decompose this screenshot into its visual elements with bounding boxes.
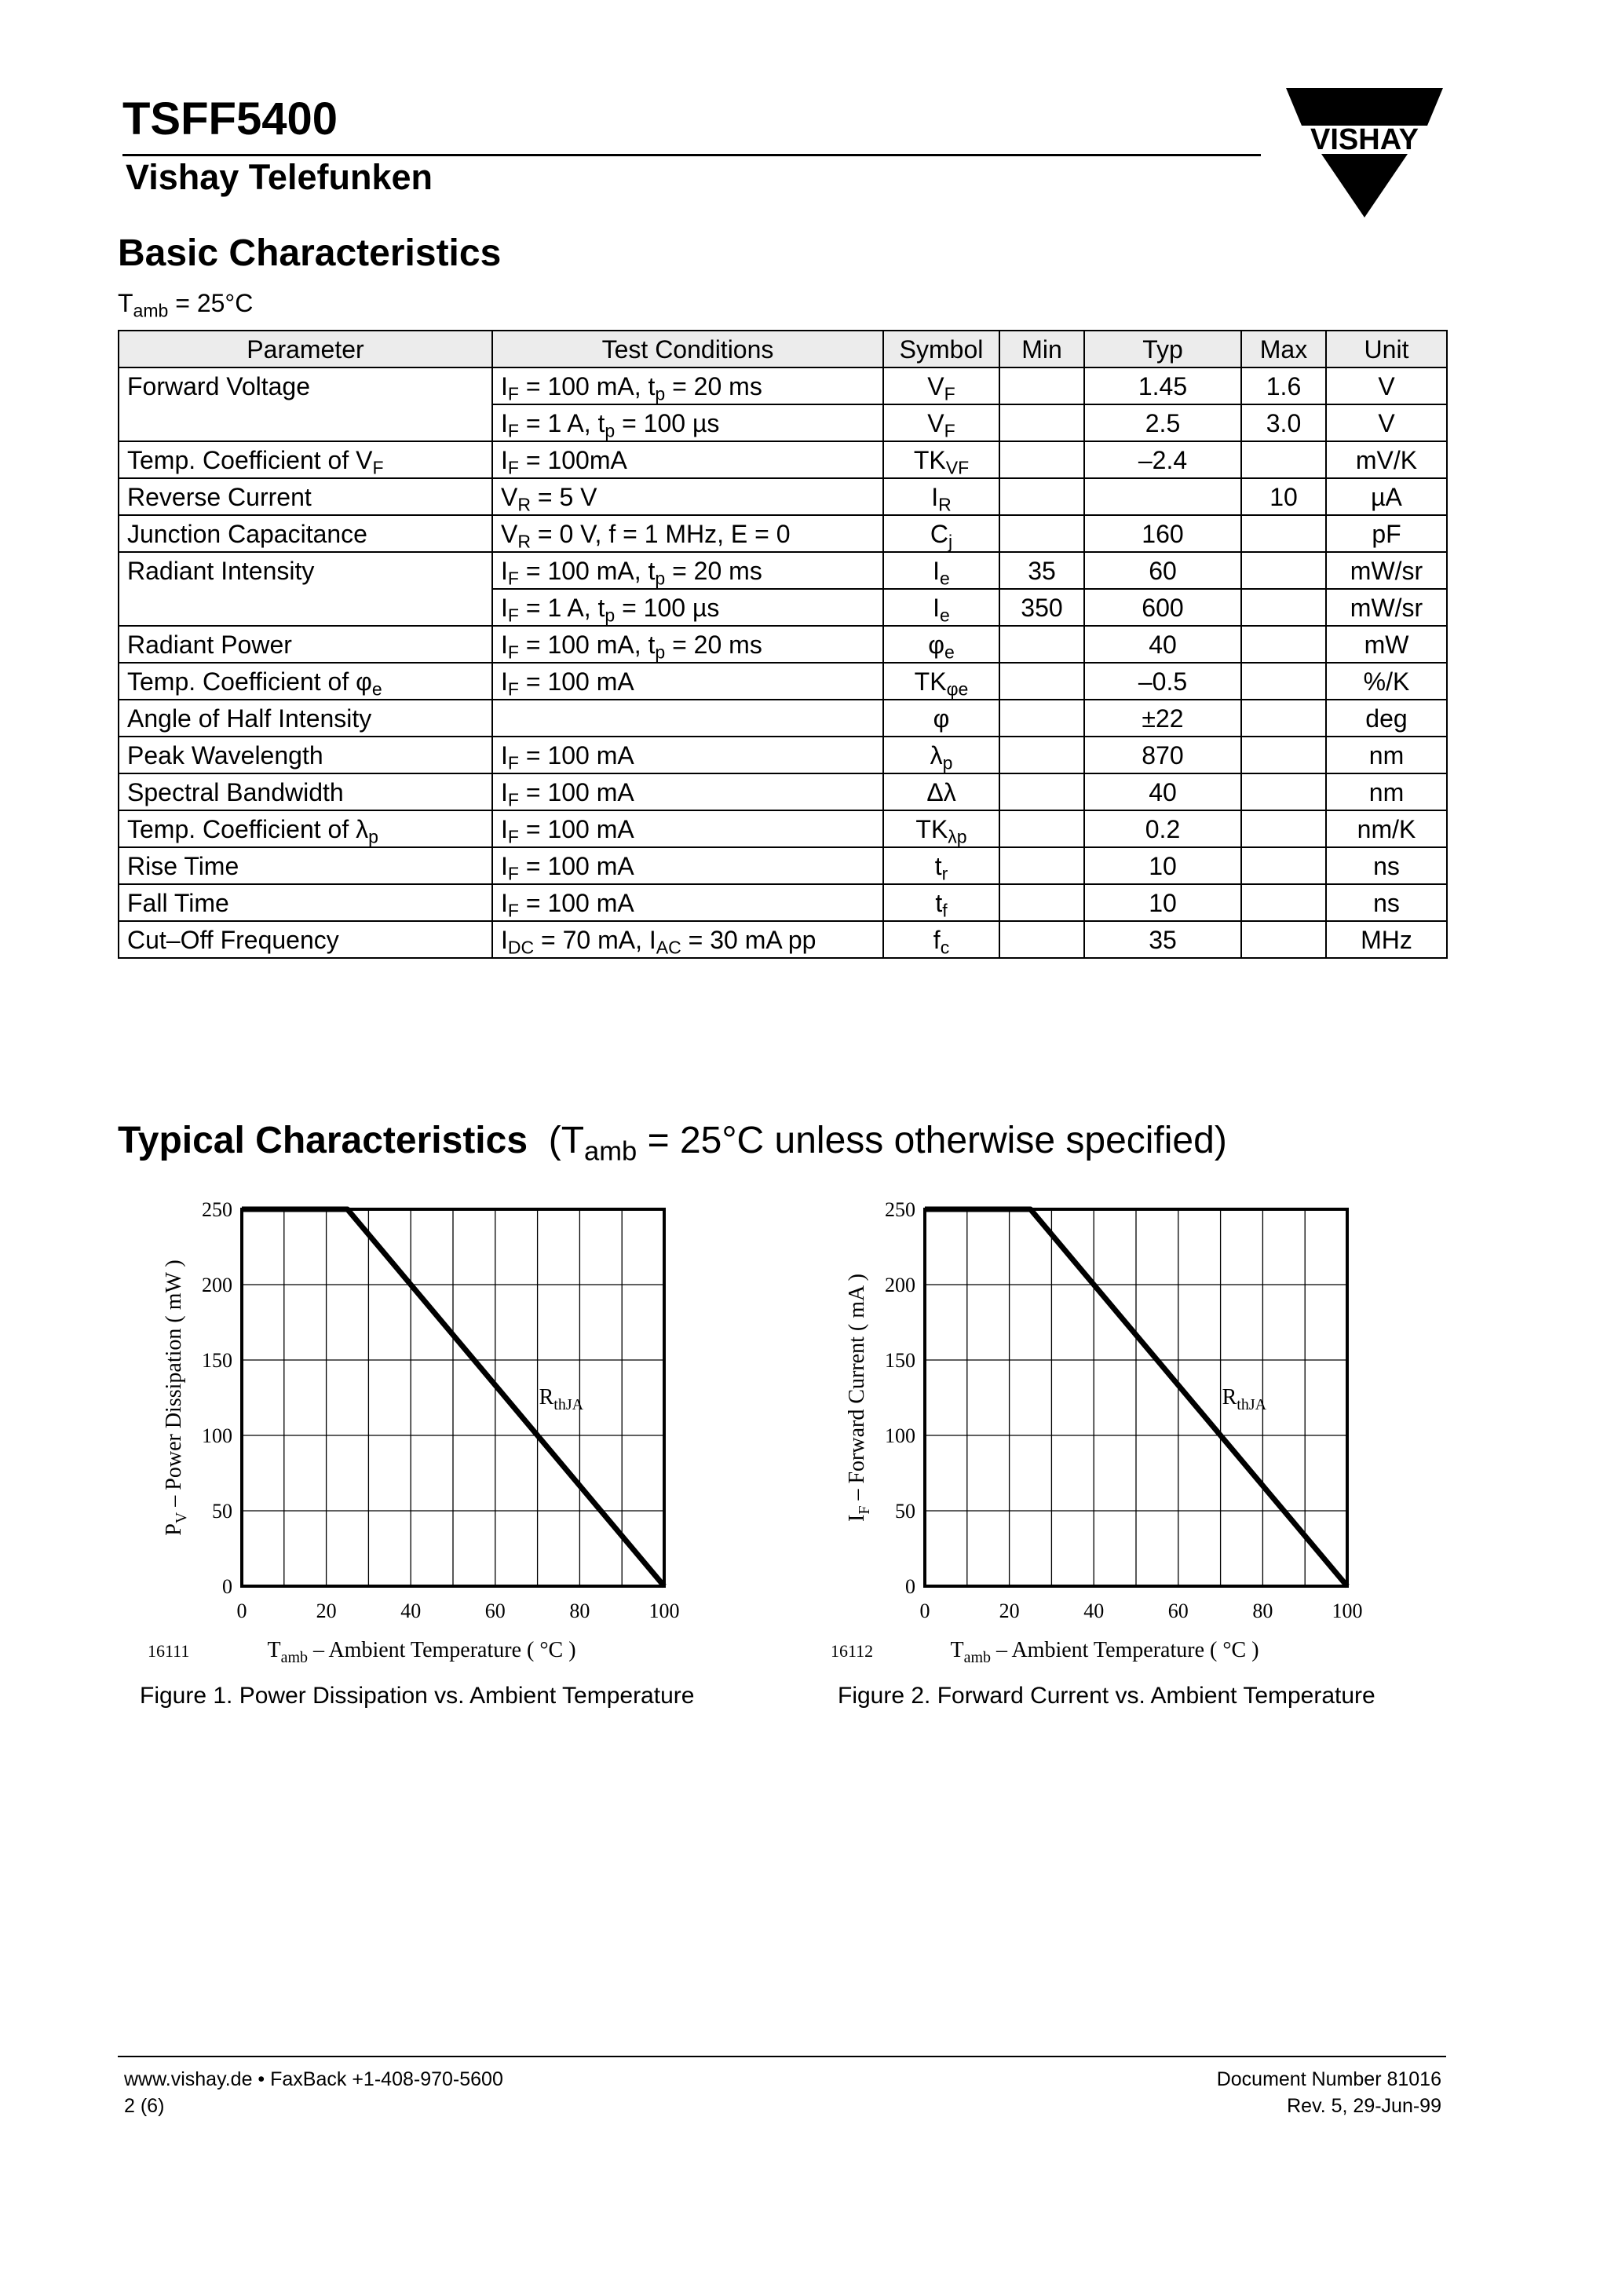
cell-parameter xyxy=(119,589,492,626)
basic-characteristics-table xyxy=(118,330,1448,959)
cell-parameter: Cut–Off Frequency xyxy=(119,921,492,958)
cell-max: 3.0 xyxy=(1241,404,1326,441)
chart-svg xyxy=(816,1178,1507,1680)
cell-symbol: $t_r$ xyxy=(883,847,999,884)
y-tick-label: 100 xyxy=(202,1424,232,1447)
cell-max xyxy=(1241,921,1326,958)
cell-min xyxy=(999,773,1084,810)
cell-unit: ns xyxy=(1326,884,1447,921)
vishay-logo-icon xyxy=(1286,88,1443,221)
cell-test-conditions: $I_F = 100$ mA, $t_p = 20$ ms xyxy=(492,626,883,663)
cell-min xyxy=(999,515,1084,552)
x-tick-label: 80 xyxy=(569,1600,590,1622)
cell-symbol: $TK_{VF}$ xyxy=(883,441,999,478)
cell-parameter: Junction Capacitance xyxy=(119,515,492,552)
x-axis-label: $T_{amb}$ – Ambient Temperature ( °C ) xyxy=(950,1638,1259,1666)
cell-test-conditions: $I_F = 100$ mA xyxy=(492,884,883,921)
page-number: 2 (6) xyxy=(124,2095,165,2117)
cell-typ: 2.5 xyxy=(1084,404,1241,441)
cell-unit: mW/sr xyxy=(1326,552,1447,589)
cell-min xyxy=(999,626,1084,663)
cell-unit: nm xyxy=(1326,773,1447,810)
y-tick-label: 50 xyxy=(212,1500,232,1523)
cell-test-conditions xyxy=(492,700,883,737)
cell-parameter: Forward Voltage xyxy=(119,367,492,404)
x-tick-label: 0 xyxy=(919,1600,930,1622)
cell-test-conditions: $V_R = 5$ V xyxy=(492,478,883,515)
logo-text: VISHAY xyxy=(1310,123,1419,156)
basic-characteristics-heading: Basic Characteristics xyxy=(118,232,502,274)
cell-unit: %/K xyxy=(1326,663,1447,700)
cell-symbol: $I_e$ xyxy=(883,552,999,589)
typical-characteristics-heading: Typical Characteristics ($T_{amb} = 25^\circ C$ unless otherwise specified) xyxy=(118,1120,1227,1167)
table-row xyxy=(119,626,1447,663)
ambient-temperature-note: $T_{amb} = 25^\circ C$ xyxy=(118,289,254,321)
cell-unit: V xyxy=(1326,404,1447,441)
cell-symbol: $f_c$ xyxy=(883,921,999,958)
y-tick-label: 250 xyxy=(885,1198,915,1221)
cell-parameter: Temp. Coefficient of $\varphi_e$ xyxy=(119,663,492,700)
cell-max: 10 xyxy=(1241,478,1326,515)
figure-1-caption: Figure 1. Power Dissipation vs. Ambient Temperature xyxy=(140,1683,695,1709)
document-number: Document Number 81016 xyxy=(1216,2068,1441,2090)
cell-typ: –0.5 xyxy=(1084,663,1241,700)
cell-unit: mV/K xyxy=(1326,441,1447,478)
table-row xyxy=(119,441,1447,478)
company-name: Vishay Telefunken xyxy=(126,157,433,197)
x-tick-label: 60 xyxy=(1167,1600,1189,1622)
cell-symbol: Δλ xyxy=(883,773,999,810)
table-row xyxy=(119,810,1447,847)
y-tick-label: 250 xyxy=(202,1198,232,1221)
chart-forward-current xyxy=(816,1178,1507,1680)
x-tick-label: 60 xyxy=(484,1600,506,1622)
x-tick-label: 100 xyxy=(648,1600,680,1622)
column-header: Symbol xyxy=(883,331,999,367)
y-tick-label: 150 xyxy=(202,1349,232,1372)
table-row xyxy=(119,700,1447,737)
cell-max xyxy=(1241,773,1326,810)
column-header: Test Conditions xyxy=(492,331,883,367)
y-tick-label: 200 xyxy=(202,1274,232,1296)
cell-unit: deg xyxy=(1326,700,1447,737)
cell-typ: 870 xyxy=(1084,737,1241,773)
cell-test-conditions: $I_F = 100$ mA xyxy=(492,847,883,884)
cell-min xyxy=(999,478,1084,515)
cell-test-conditions: $I_F = 1$ A, $t_p = 100$ µs xyxy=(492,404,883,441)
x-tick-label: 20 xyxy=(316,1600,337,1622)
cell-max xyxy=(1241,884,1326,921)
cell-test-conditions: $I_F = 100$ mA xyxy=(492,663,883,700)
table-row xyxy=(119,367,1447,404)
cell-parameter: Spectral Bandwidth xyxy=(119,773,492,810)
cell-typ: 0.2 xyxy=(1084,810,1241,847)
table-row xyxy=(119,552,1447,589)
cell-min xyxy=(999,663,1084,700)
cell-parameter xyxy=(119,404,492,441)
table-row xyxy=(119,884,1447,921)
cell-test-conditions: $I_F = 100$ mA xyxy=(492,810,883,847)
cell-min xyxy=(999,921,1084,958)
cell-parameter: Angle of Half Intensity xyxy=(119,700,492,737)
table-row xyxy=(119,921,1447,958)
cell-unit: µA xyxy=(1326,478,1447,515)
table-row xyxy=(119,663,1447,700)
cell-typ: 160 xyxy=(1084,515,1241,552)
cell-typ: 40 xyxy=(1084,773,1241,810)
cell-unit: mW/sr xyxy=(1326,589,1447,626)
revision-date: Rev. 5, 29-Jun-99 xyxy=(1287,2095,1441,2117)
cell-test-conditions: $I_F = 100$ mA xyxy=(492,737,883,773)
y-tick-label: 0 xyxy=(905,1575,915,1598)
cell-max xyxy=(1241,810,1326,847)
column-header: Unit xyxy=(1326,331,1447,367)
cell-parameter: Reverse Current xyxy=(119,478,492,515)
cell-symbol: $\lambda_p$ xyxy=(883,737,999,773)
table-row xyxy=(119,589,1447,626)
cell-symbol: $V_F$ xyxy=(883,404,999,441)
figure-id: 16111 xyxy=(148,1641,190,1661)
cell-max xyxy=(1241,737,1326,773)
cell-typ: 600 xyxy=(1084,589,1241,626)
cell-typ: 10 xyxy=(1084,847,1241,884)
cell-parameter: Temp. Coefficient of $\lambda_p$ xyxy=(119,810,492,847)
cell-parameter: Temp. Coefficient of $V_F$ xyxy=(119,441,492,478)
cell-max xyxy=(1241,589,1326,626)
table-row xyxy=(119,773,1447,810)
cell-symbol: $\varphi_e$ xyxy=(883,626,999,663)
rthja-annotation: $R_{thJA}$ xyxy=(539,1385,584,1413)
cell-max: 1.6 xyxy=(1241,367,1326,404)
table-row xyxy=(119,478,1447,515)
cell-min xyxy=(999,404,1084,441)
title-rule xyxy=(122,154,1261,156)
cell-parameter: Radiant Intensity xyxy=(119,552,492,589)
cell-test-conditions: $I_F = 100$ mA, $t_p = 20$ ms xyxy=(492,552,883,589)
cell-test-conditions: $V_R = 0$ V, f = 1 MHz, E = 0 xyxy=(492,515,883,552)
footer-contact: www.vishay.de • FaxBack +1-408-970-5600 xyxy=(124,2068,503,2090)
cell-min xyxy=(999,847,1084,884)
table-header-row xyxy=(119,331,1447,367)
cell-typ: 60 xyxy=(1084,552,1241,589)
column-header: Parameter xyxy=(119,331,492,367)
table-row xyxy=(119,404,1447,441)
cell-symbol: $C_j$ xyxy=(883,515,999,552)
cell-max xyxy=(1241,847,1326,884)
y-axis-label: $I_F$ – Forward Current ( mA ) xyxy=(845,1274,873,1522)
cell-test-conditions: $I_{DC} = 70$ mA, $I_{AC} = 30$ mA pp xyxy=(492,921,883,958)
figure-2-caption: Figure 2. Forward Current vs. Ambient Temperature xyxy=(838,1683,1375,1709)
y-tick-label: 0 xyxy=(222,1575,232,1598)
cell-typ: 35 xyxy=(1084,921,1241,958)
cell-symbol: $TK_{\lambda p}$ xyxy=(883,810,999,847)
cell-min xyxy=(999,441,1084,478)
cell-unit: V xyxy=(1326,367,1447,404)
cell-max xyxy=(1241,552,1326,589)
cell-test-conditions: $I_F = 100$ mA xyxy=(492,773,883,810)
chart-power-dissipation xyxy=(133,1178,824,1680)
x-tick-label: 80 xyxy=(1252,1600,1273,1622)
cell-symbol: $t_f$ xyxy=(883,884,999,921)
column-header: Min xyxy=(999,331,1084,367)
x-axis-label: $T_{amb}$ – Ambient Temperature ( °C ) xyxy=(267,1638,576,1666)
column-header: Max xyxy=(1241,331,1326,367)
column-header: Typ xyxy=(1084,331,1241,367)
y-tick-label: 50 xyxy=(895,1500,915,1523)
cell-unit: MHz xyxy=(1326,921,1447,958)
y-tick-label: 200 xyxy=(885,1274,915,1296)
cell-typ: 1.45 xyxy=(1084,367,1241,404)
cell-typ xyxy=(1084,478,1241,515)
cell-min xyxy=(999,737,1084,773)
table-body xyxy=(119,367,1447,958)
part-number-title: TSFF5400 xyxy=(122,93,338,144)
x-tick-label: 20 xyxy=(999,1600,1020,1622)
table-row xyxy=(119,737,1447,773)
x-tick-label: 40 xyxy=(1083,1600,1105,1622)
cell-min: 350 xyxy=(999,589,1084,626)
cell-unit: nm xyxy=(1326,737,1447,773)
figure-id: 16112 xyxy=(831,1641,874,1661)
cell-test-conditions: $I_F = 100mA$ xyxy=(492,441,883,478)
y-tick-label: 100 xyxy=(885,1424,915,1447)
cell-max xyxy=(1241,441,1326,478)
cell-min: 35 xyxy=(999,552,1084,589)
cell-unit: mW xyxy=(1326,626,1447,663)
rthja-annotation: $R_{thJA}$ xyxy=(1222,1385,1267,1413)
footer-rule xyxy=(118,2056,1446,2057)
cell-unit: nm/K xyxy=(1326,810,1447,847)
cell-max xyxy=(1241,663,1326,700)
x-tick-label: 100 xyxy=(1332,1600,1363,1622)
cell-typ: 40 xyxy=(1084,626,1241,663)
cell-typ: 10 xyxy=(1084,884,1241,921)
cell-parameter: Rise Time xyxy=(119,847,492,884)
cell-test-conditions: $I_F = 1$ A, $t_p = 100$ µs xyxy=(492,589,883,626)
x-tick-label: 0 xyxy=(236,1600,247,1622)
cell-parameter: Peak Wavelength xyxy=(119,737,492,773)
cell-symbol: $TK_{\varphi e}$ xyxy=(883,663,999,700)
cell-min xyxy=(999,367,1084,404)
cell-symbol: $I_e$ xyxy=(883,589,999,626)
cell-max xyxy=(1241,515,1326,552)
cell-parameter: Radiant Power xyxy=(119,626,492,663)
cell-unit: pF xyxy=(1326,515,1447,552)
cell-min xyxy=(999,884,1084,921)
cell-symbol: $V_F$ xyxy=(883,367,999,404)
cell-max xyxy=(1241,626,1326,663)
x-tick-label: 40 xyxy=(400,1600,422,1622)
cell-typ: –2.4 xyxy=(1084,441,1241,478)
cell-symbol: $I_R$ xyxy=(883,478,999,515)
cell-unit: ns xyxy=(1326,847,1447,884)
cell-max xyxy=(1241,700,1326,737)
y-tick-label: 150 xyxy=(885,1349,915,1372)
chart-svg xyxy=(133,1178,824,1680)
cell-parameter: Fall Time xyxy=(119,884,492,921)
y-axis-label: $P_V$ – Power Dissipation ( mW ) xyxy=(162,1260,190,1536)
cell-typ: ±22 xyxy=(1084,700,1241,737)
cell-test-conditions: $I_F = 100$ mA, $t_p = 20$ ms xyxy=(492,367,883,404)
table-row xyxy=(119,847,1447,884)
cell-symbol: φ xyxy=(883,700,999,737)
cell-min xyxy=(999,810,1084,847)
table-row xyxy=(119,515,1447,552)
cell-min xyxy=(999,700,1084,737)
